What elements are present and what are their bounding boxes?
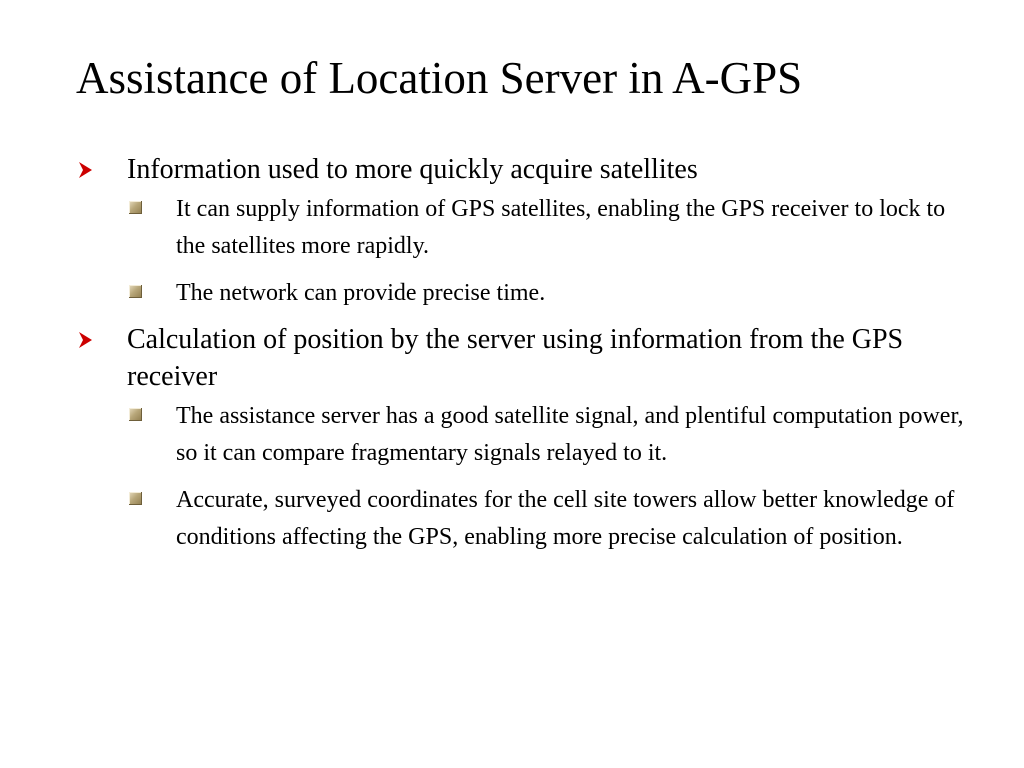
bullet-text: Information used to more quickly acquire satellites [127,154,698,185]
sub-bullet-item [127,482,976,556]
sub-bullet-list [127,191,976,312]
slide-title: Assistance of Location Server in A-GPS [76,53,803,103]
square-bullet-icon [129,408,142,421]
arrow-bullet-icon [76,151,98,188]
bullet-item [76,151,976,312]
sub-bullet-text: The network can provide precise time. [176,280,546,306]
square-bullet-icon [129,492,142,505]
bullet-item [76,321,976,556]
bullet-list [76,151,976,556]
sub-bullet-item [127,191,976,265]
sub-bullet-item [127,275,976,312]
sub-bullet-item [127,398,976,472]
arrow-bullet-icon [76,321,98,358]
sub-bullet-text: It can supply information of GPS satellites, enabling the GPS receiver to lock to the satellites more rapidly. [176,196,946,259]
square-bullet-icon [129,201,142,214]
square-bullet-icon [129,285,142,298]
bullet-text: Calculation of position by the server using information from the GPS receiver [127,324,904,392]
sub-bullet-text: Accurate, surveyed coordinates for the cell site towers allow better knowledge of conditions affecting the GPS, enabling more precise calculation of position. [176,487,955,550]
sub-bullet-list [127,398,976,556]
sub-bullet-text: The assistance server has a good satellite signal, and plentiful computation power, so it can compare fragmentary signals relayed to it. [176,403,964,466]
